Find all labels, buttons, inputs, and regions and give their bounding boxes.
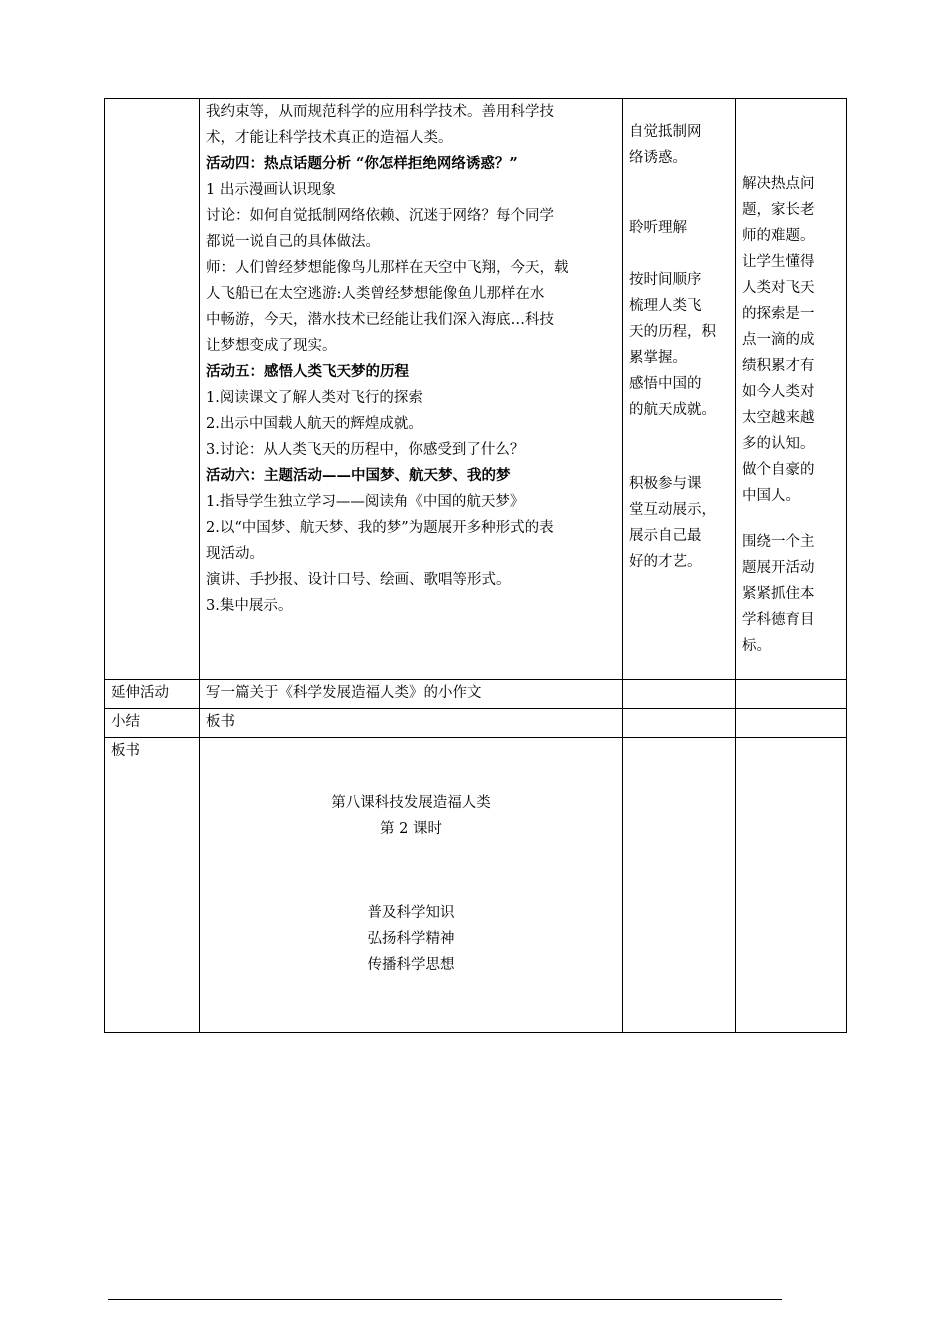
board-empty-cell-2	[736, 738, 847, 1033]
board-content	[200, 738, 623, 1033]
text-line: 解决热点问	[742, 176, 815, 192]
text-line: 做个自豪的	[742, 462, 815, 478]
text-line: 围绕一个主	[742, 534, 815, 550]
text-line: 展示自己最	[629, 528, 702, 544]
text-line: 题，家长老	[742, 202, 815, 218]
lesson-plan-table	[104, 98, 847, 1033]
teacher-activities-cell	[200, 99, 623, 680]
text-line: 让学生懂得	[742, 254, 815, 270]
board-item: 弘扬科学精神	[367, 931, 455, 947]
text-line: 积极参与课	[629, 476, 702, 492]
text-line: 紧紧抓住本	[742, 586, 815, 602]
text-line: 1 出示漫画认识现象	[206, 182, 336, 198]
board-row	[105, 738, 847, 1033]
text-line: 讨论：如何自觉抵制网络依赖、沉迷于网络？每个同学	[206, 208, 554, 224]
text-line: 感悟中国的	[629, 376, 702, 392]
text-line: 人飞船已在太空逃游:人类曾经梦想能像鱼儿那样在水	[206, 286, 545, 302]
text-line: 活动四：热点话题分析 “你怎样拒绝网络诱惑？”	[206, 155, 518, 172]
text-line: 绩积累才有	[742, 358, 815, 374]
text-line: 1.阅读课文了解人类对飞行的探索	[206, 390, 423, 406]
text-line: 师：人们曾经梦想能像鸟儿那样在天空中飞翔，今天，载	[206, 260, 569, 276]
text-line: 天的历程，积	[629, 324, 716, 340]
board-title: 第八课科技发展造福人类	[331, 795, 491, 811]
text-line: 梳理人类飞	[629, 298, 702, 314]
text-line: 学科德育目	[742, 612, 815, 628]
extension-label: 延伸活动	[105, 680, 200, 709]
text-line: 点一滴的成	[742, 332, 815, 348]
text-line: 3.讨论：从人类飞天的历程中，你感受到了什么？	[206, 442, 525, 458]
text-line: 聆听理解	[629, 220, 687, 236]
summary-row	[105, 709, 847, 738]
activities-row	[105, 99, 847, 680]
text-line: 中畅游，今天，潜水技术已经能让我们深入海底…科技	[206, 312, 554, 328]
text-line: 人类对飞天	[742, 280, 815, 296]
extension-row	[105, 680, 847, 709]
extension-empty-cell	[623, 680, 736, 709]
text-line: 题展开活动	[742, 560, 815, 576]
summary-content: 板书	[200, 709, 623, 738]
text-line: 2.出示中国载人航天的辉煌成就。	[206, 416, 423, 432]
student-activities-cell	[623, 99, 736, 680]
text-line: 累掌握。	[629, 350, 687, 366]
extension-content: 写一篇关于《科学发展造福人类》的小作文	[200, 680, 623, 709]
text-line: 堂互动展示，	[629, 502, 716, 518]
text-line: 现活动。	[206, 546, 264, 562]
text-line: 活动五：感悟人类飞天梦的历程	[206, 363, 409, 380]
summary-empty-cell	[623, 709, 736, 738]
text-line: 1.指导学生独立学习——阅读角《中国的航天梦》	[206, 494, 525, 510]
summary-empty-cell-2	[736, 709, 847, 738]
text-line: 标。	[742, 638, 771, 654]
summary-label: 小结	[105, 709, 200, 738]
text-line: 络诱惑。	[629, 150, 687, 166]
board-empty-cell	[623, 738, 736, 1033]
board-subtitle: 第 2 课时	[380, 821, 442, 837]
board-item: 传播科学思想	[367, 957, 455, 973]
text-line: 3.集中展示。	[206, 598, 293, 614]
board-item: 普及科学知识	[367, 905, 455, 921]
text-line: 中国人。	[742, 488, 800, 504]
text-line: 的探索是一	[742, 306, 815, 322]
activities-label-cell	[105, 99, 200, 680]
text-line: 如今人类对	[742, 384, 815, 400]
text-line: 都说一说自己的具体做法。	[206, 234, 380, 250]
extension-empty-cell-2	[736, 680, 847, 709]
text-line: 好的才艺。	[629, 554, 702, 570]
text-line: 我约束等，从而规范科学的应用科学技术。善用科学技	[206, 104, 554, 120]
text-line: 自觉抵制网	[629, 124, 702, 140]
text-line: 活动六：主题活动——中国梦、航天梦、我的梦	[206, 467, 511, 484]
text-line: 多的认知。	[742, 436, 815, 452]
text-line: 术，才能让科学技术真正的造福人类。	[206, 130, 453, 146]
text-line: 师的难题。	[742, 228, 815, 244]
text-line: 让梦想变成了现实。	[206, 338, 337, 354]
text-line: 按时间顺序	[629, 272, 702, 288]
text-line: 2.以“中国梦、航天梦、我的梦”为题展开多种形式的表	[206, 520, 554, 536]
text-line: 的航天成就。	[629, 402, 716, 418]
board-label: 板书	[105, 738, 200, 1033]
board-items	[206, 900, 616, 978]
footer-rule	[108, 1299, 782, 1300]
text-line: 演讲、手抄报、设计口号、绘画、歌唱等形式。	[206, 572, 511, 588]
design-intent-cell	[736, 99, 847, 680]
text-line: 太空越来越	[742, 410, 815, 426]
